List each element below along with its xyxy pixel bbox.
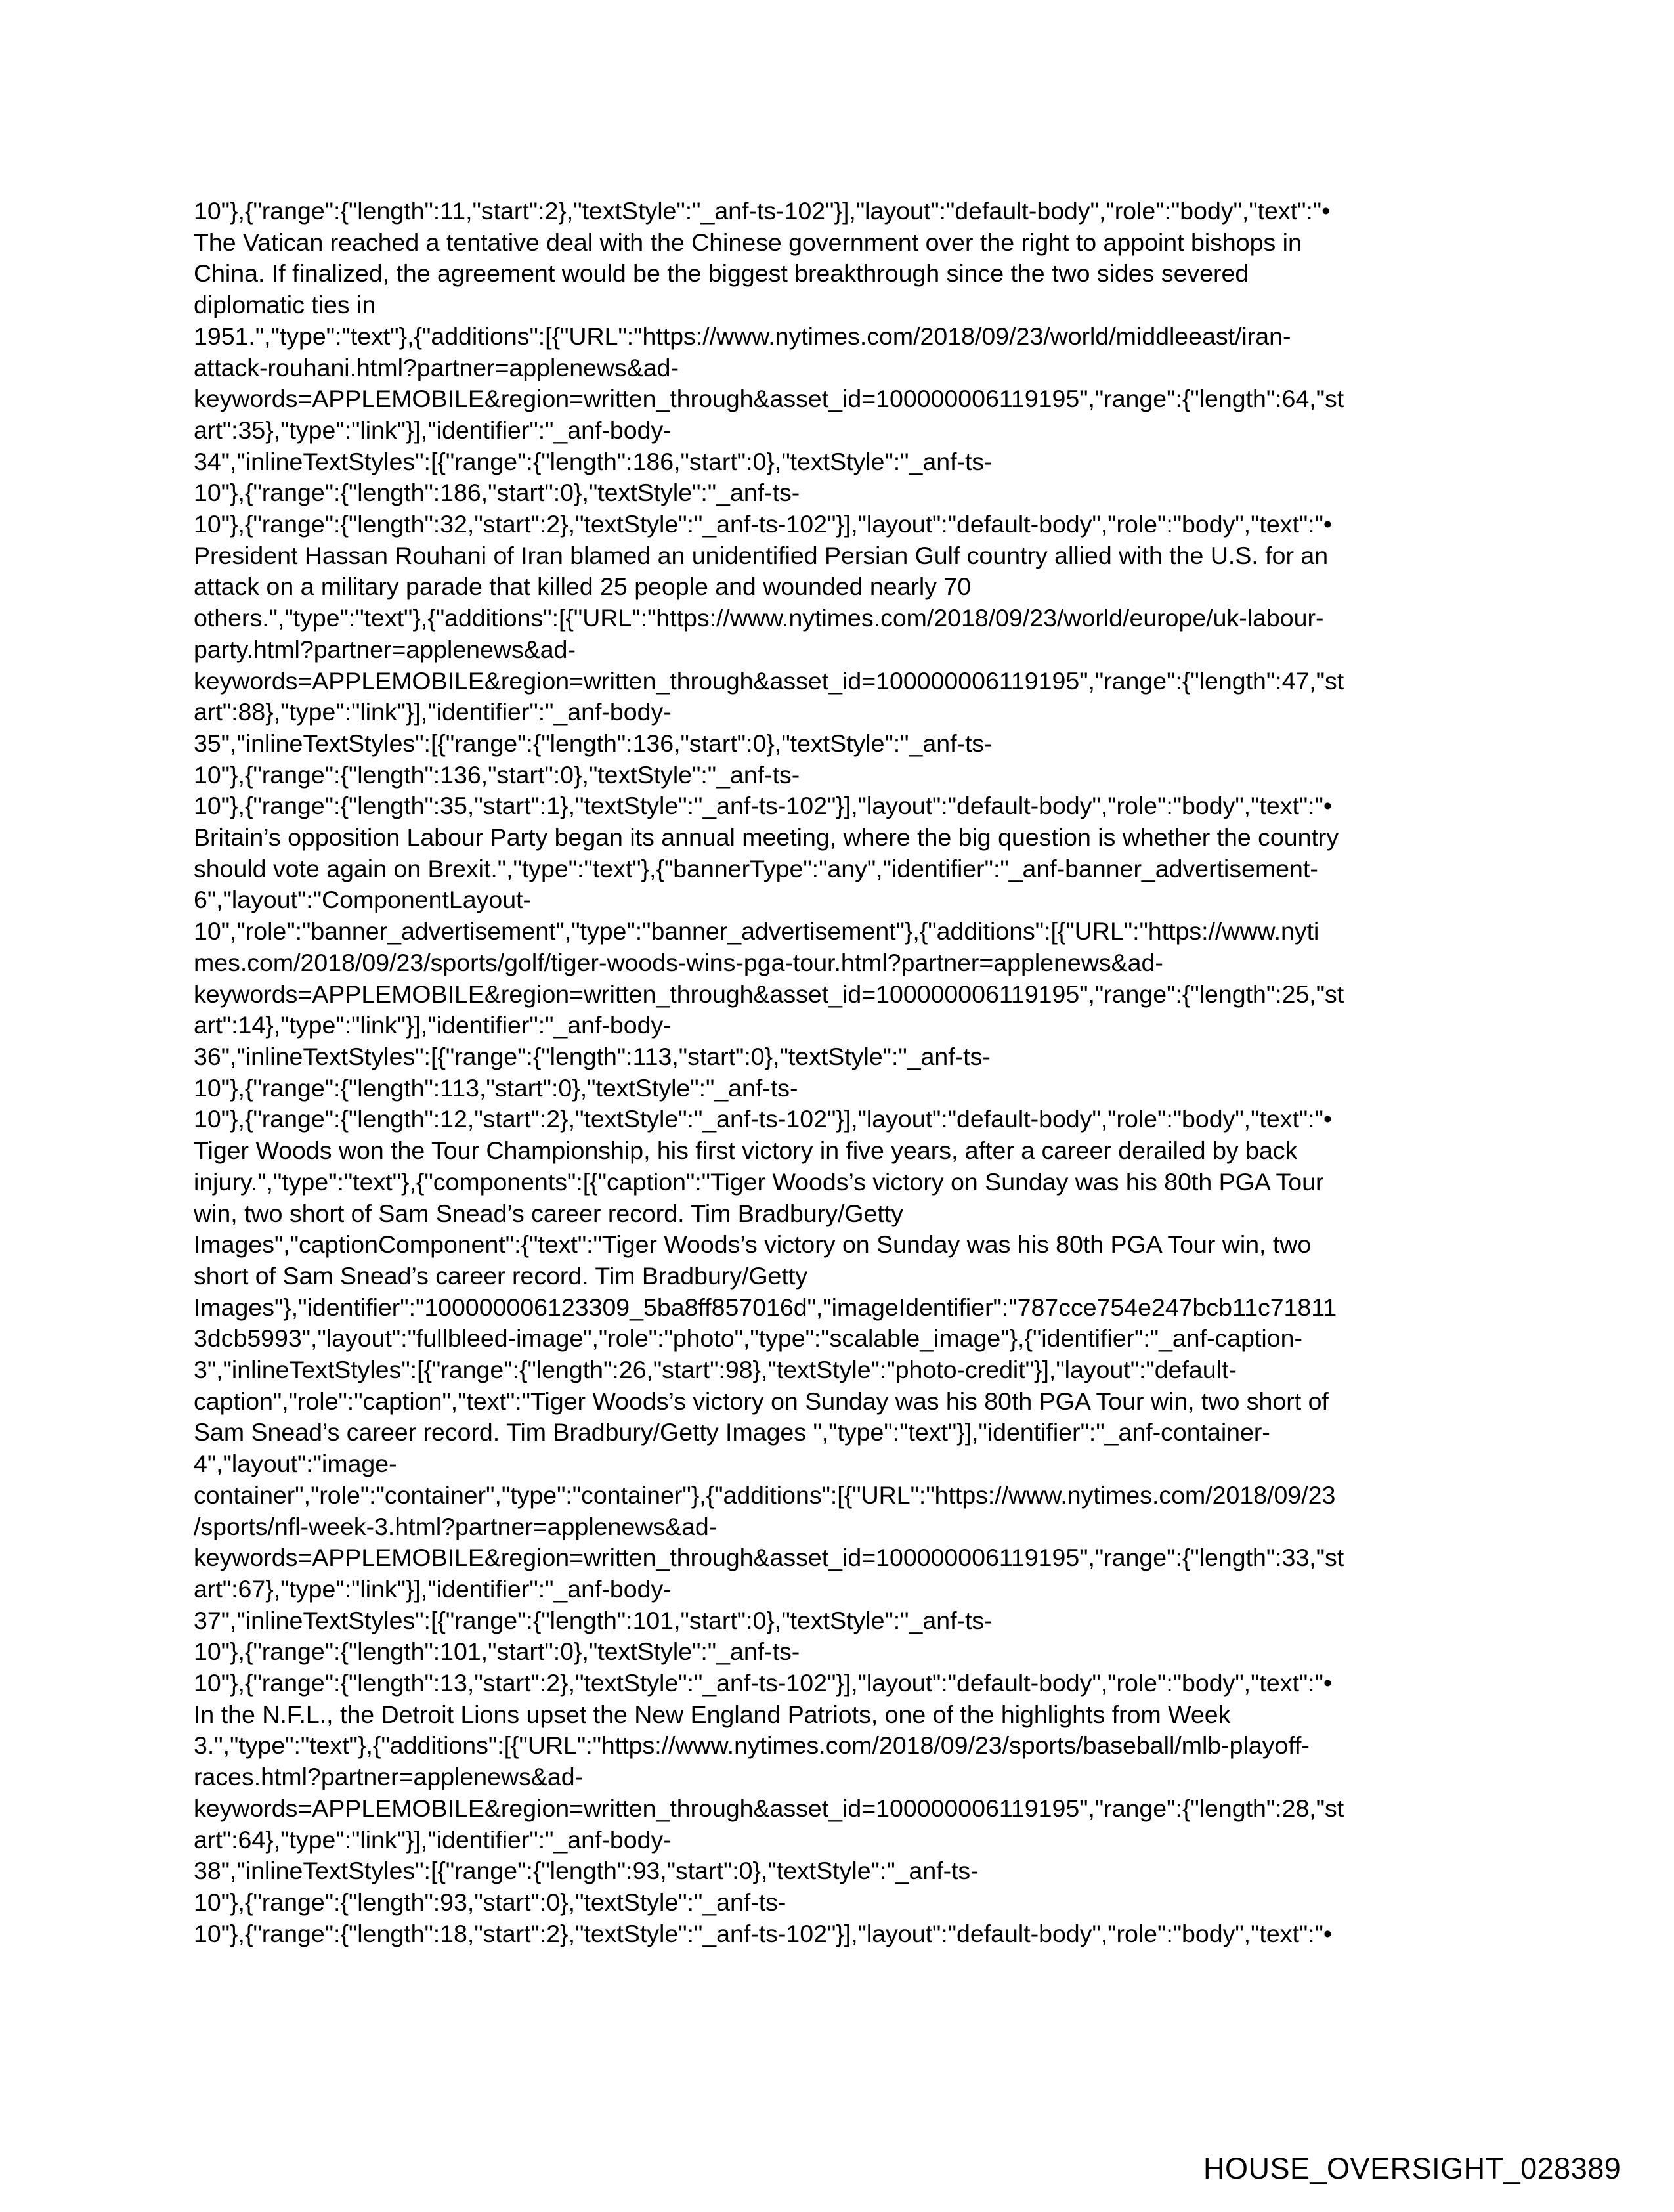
text-line: caption","role":"caption","text":"Tiger Woods’s victory on Sunday was his 80th PGA Tour win, two short of xyxy=(194,1387,1329,1415)
document-body xyxy=(194,196,1480,1949)
text-line: others.","type":"text"},{"additions":[{"URL":"https://www.nytimes.com/2018/09/23/world/europe/uk-labour- xyxy=(194,604,1324,632)
text-line: 10"},{"range":{"length":35,"start":1},"textStyle":"_anf-ts-102"}],"layout":"default-body","role":"body","text":"• xyxy=(194,792,1333,820)
text-line: art":88},"type":"link"}],"identifier":"_anf-body- xyxy=(194,698,672,726)
text-line: win, two short of Sam Snead’s career record. Tim Bradbury/Getty xyxy=(194,1199,903,1227)
text-line: Tiger Woods won the Tour Championship, his first victory in five years, after a career derailed by back xyxy=(194,1137,1298,1165)
text-line: races.html?partner=applenews&ad- xyxy=(194,1763,584,1791)
text-line: 6","layout":"ComponentLayout- xyxy=(194,886,531,914)
text-line: 10"},{"range":{"length":136,"start":0},"textStyle":"_anf-ts- xyxy=(194,760,800,789)
text-line: keywords=APPLEMOBILE&region=written_through&asset_id=100000006119195","range":{"length":28,"st xyxy=(194,1794,1344,1822)
text-line: art":64},"type":"link"}],"identifier":"_anf-body- xyxy=(194,1825,672,1854)
text-line: keywords=APPLEMOBILE&region=written_through&asset_id=100000006119195","range":{"length":33,"st xyxy=(194,1544,1344,1572)
text-line: art":14},"type":"link"}],"identifier":"_anf-body- xyxy=(194,1011,672,1039)
text-line: China. If finalized, the agreement would be the biggest breakthrough since the two sides severed xyxy=(194,259,1249,288)
text-line: 1951.","type":"text"},{"additions":[{"URL":"https://www.nytimes.com/2018/09/23/world/middleeast/iran- xyxy=(194,322,1291,350)
text-line: 3","inlineTextStyles":[{"range":{"length":26,"start":98},"textStyle":"photo-credit"}],"layout":"default- xyxy=(194,1356,1237,1384)
text-line: /sports/nfl-week-3.html?partner=applenews&ad- xyxy=(194,1512,718,1540)
text-line: 10"},{"range":{"length":113,"start":0},"textStyle":"_anf-ts- xyxy=(194,1073,798,1102)
text-line: In the N.F.L., the Detroit Lions upset the New England Patriots, one of the highlights from Week xyxy=(194,1700,1231,1728)
text-line: 36","inlineTextStyles":[{"range":{"length":113,"start":0},"textStyle":"_anf-ts- xyxy=(194,1042,991,1070)
text-line: injury.","type":"text"},{"components":[{"caption":"Tiger Woods’s victory on Sunday was his 80th PGA Tour xyxy=(194,1167,1324,1196)
text-line: 34","inlineTextStyles":[{"range":{"length":186,"start":0},"textStyle":"_anf-ts- xyxy=(194,447,993,475)
text-line: 10"},{"range":{"length":186,"start":0},"textStyle":"_anf-ts- xyxy=(194,479,800,507)
text-line: 10","role":"banner_advertisement","type":"banner_advertisement"},{"additions":[{"URL":"https://www.nyti xyxy=(194,917,1320,945)
text-line: container","role":"container","type":"container"},{"additions":[{"URL":"https://www.nytimes.com/2018/09/23 xyxy=(194,1481,1336,1509)
text-line: 10"},{"range":{"length":11,"start":2},"textStyle":"_anf-ts-102"}],"layout":"default-body","role":"body","text":"• xyxy=(194,197,1331,225)
text-line: diplomatic ties in xyxy=(194,291,376,319)
text-line: The Vatican reached a tentative deal with the Chinese government over the right to appoint bishops in xyxy=(194,228,1302,256)
text-line: 35","inlineTextStyles":[{"range":{"length":136,"start":0},"textStyle":"_anf-ts- xyxy=(194,729,993,757)
text-line: art":67},"type":"link"}],"identifier":"_anf-body- xyxy=(194,1574,672,1603)
text-line: keywords=APPLEMOBILE&region=written_through&asset_id=100000006119195","range":{"length":25,"st xyxy=(194,980,1344,1008)
text-line: 38","inlineTextStyles":[{"range":{"length":93,"start":0},"textStyle":"_anf-ts- xyxy=(194,1857,979,1885)
text-line: attack-rouhani.html?partner=applenews&ad- xyxy=(194,353,679,381)
text-line: attack on a military parade that killed 25 people and wounded nearly 70 xyxy=(194,573,972,601)
text-line: keywords=APPLEMOBILE&region=written_through&asset_id=100000006119195","range":{"length":47,"st xyxy=(194,666,1344,695)
text-line: 10"},{"range":{"length":93,"start":0},"textStyle":"_anf-ts- xyxy=(194,1888,786,1916)
text-line: 3dcb5993","layout":"fullbleed-image","role":"photo","type":"scalable_image"},{"identifier":"_anf-caption- xyxy=(194,1324,1302,1353)
text-line: art":35},"type":"link"}],"identifier":"_anf-body- xyxy=(194,416,672,444)
text-line: mes.com/2018/09/23/sports/golf/tiger-woods-wins-pga-tour.html?partner=applenews&ad- xyxy=(194,948,1163,976)
text-line: 10"},{"range":{"length":13,"start":2},"textStyle":"_anf-ts-102"}],"layout":"default-body","role":"body","text":"• xyxy=(194,1669,1333,1697)
text-line: 37","inlineTextStyles":[{"range":{"length":101,"start":0},"textStyle":"_anf-ts- xyxy=(194,1606,993,1634)
text-line: 4","layout":"image- xyxy=(194,1450,397,1478)
text-line: Britain’s opposition Labour Party began its annual meeting, where the big question is whether the country xyxy=(194,823,1339,852)
text-line: President Hassan Rouhani of Iran blamed an unidentified Persian Gulf country allied with the U.S. for an xyxy=(194,541,1329,569)
text-line: 3.","type":"text"},{"additions":[{"URL":"https://www.nytimes.com/2018/09/23/sports/baseball/mlb-playoff- xyxy=(194,1731,1310,1760)
text-line: 10"},{"range":{"length":32,"start":2},"textStyle":"_anf-ts-102"}],"layout":"default-body","role":"body","text":"• xyxy=(194,510,1333,538)
text-line: keywords=APPLEMOBILE&region=written_through&asset_id=100000006119195","range":{"length":64,"st xyxy=(194,385,1344,413)
text-line: short of Sam Snead’s career record. Tim Bradbury/Getty xyxy=(194,1261,808,1290)
bates-stamp: HOUSE_OVERSIGHT_028389 xyxy=(1203,2152,1621,2185)
text-line: Images"},"identifier":"100000006123309_5ba8ff857016d","imageIdentifier":"787cce754e247bcb11c71811 xyxy=(194,1293,1337,1321)
text-line: party.html?partner=applenews&ad- xyxy=(194,635,576,663)
text-line: Images","captionComponent":{"text":"Tiger Woods’s victory on Sunday was his 80th PGA Tour win, two xyxy=(194,1230,1312,1259)
text-line: should vote again on Brexit.","type":"text"},{"bannerType":"any","identifier":"_anf-banner_advertisement- xyxy=(194,854,1318,882)
text-line: 10"},{"range":{"length":101,"start":0},"textStyle":"_anf-ts- xyxy=(194,1637,800,1666)
text-line: 10"},{"range":{"length":18,"start":2},"textStyle":"_anf-ts-102"}],"layout":"default-body","role":"body","text":"• xyxy=(194,1919,1333,1947)
text-line: 10"},{"range":{"length":12,"start":2},"textStyle":"_anf-ts-102"}],"layout":"default-body","role":"body","text":"• xyxy=(194,1105,1333,1133)
text-line: Sam Snead’s career record. Tim Bradbury/Getty Images ","type":"text"}],"identifier":"_anf-container- xyxy=(194,1418,1270,1446)
